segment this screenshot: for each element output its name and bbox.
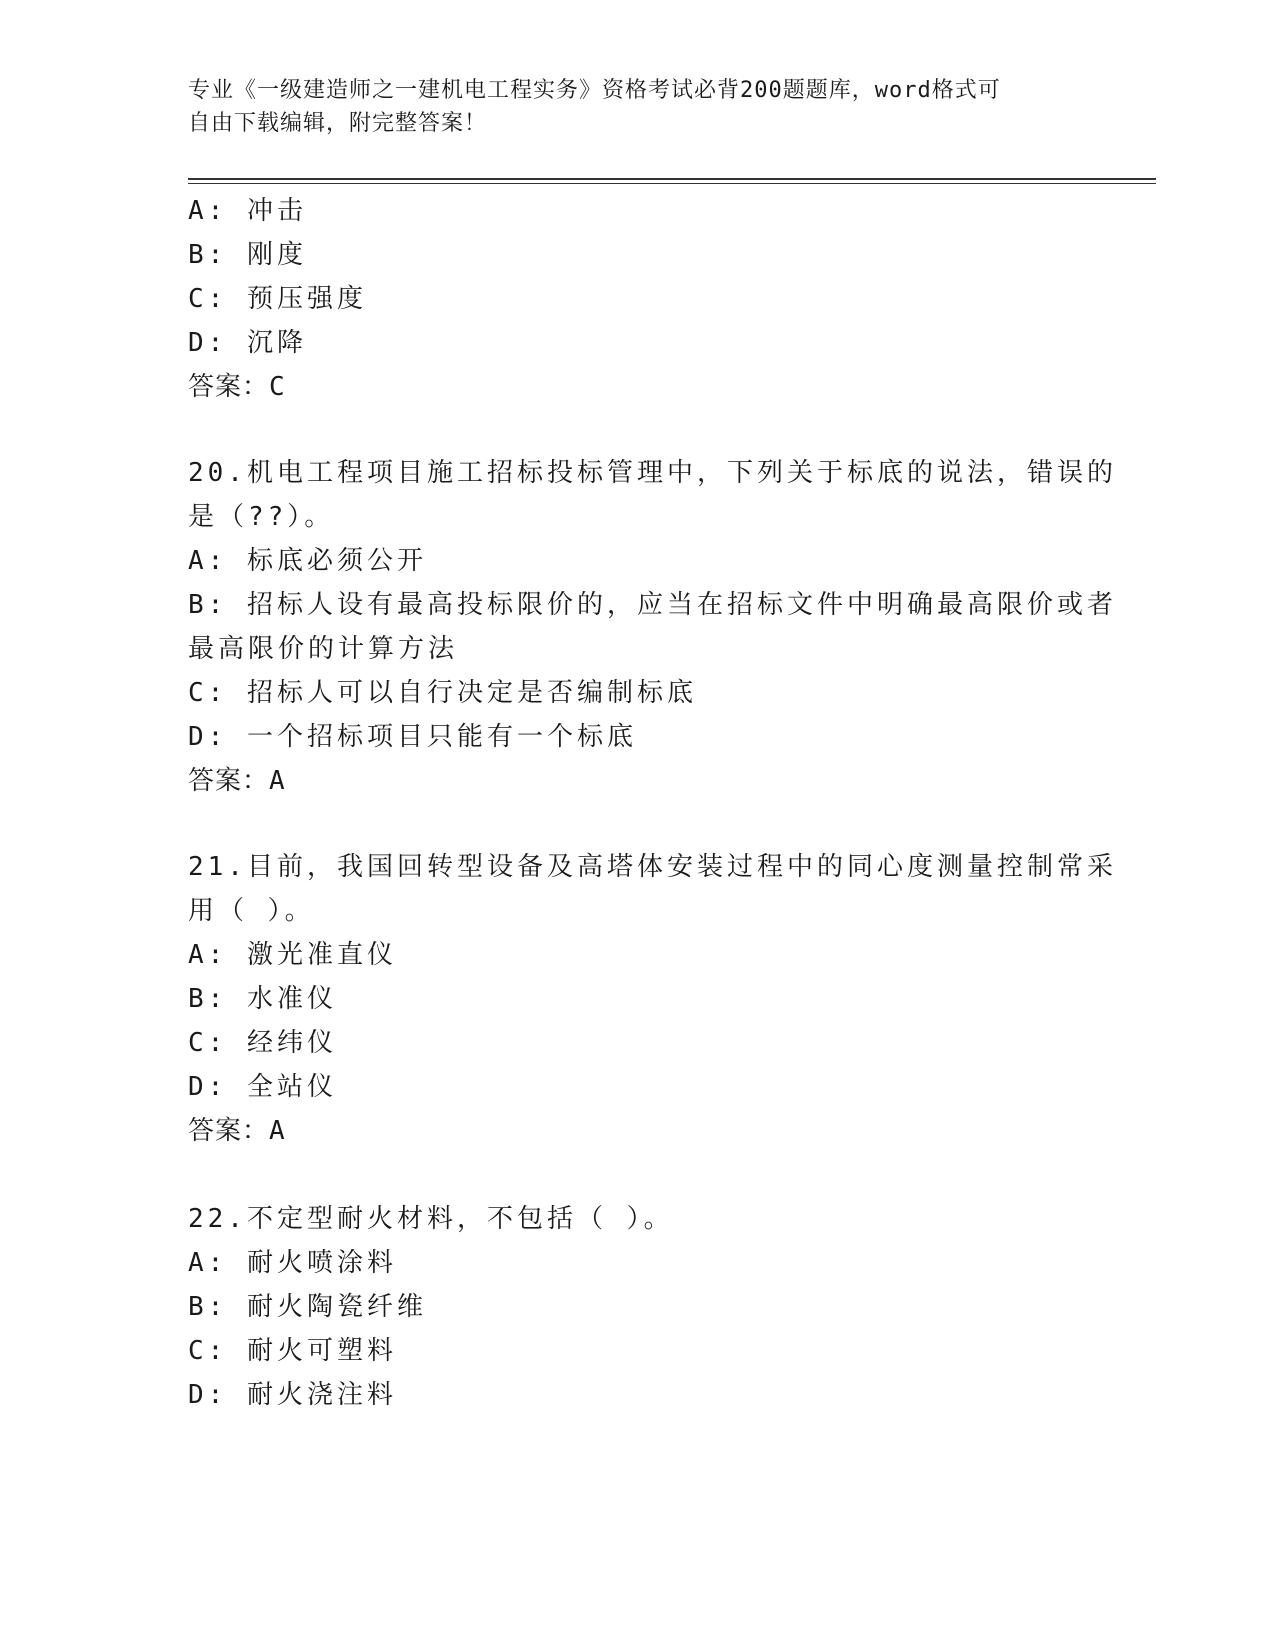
q20-answer: 答案：A: [188, 766, 286, 796]
q20-option-d: D: 一个招标项目只能有一个标底: [188, 722, 637, 752]
q20-option-b-line-2: 最高限价的计算方法: [188, 634, 459, 664]
q19-option-c: C: 预压强度: [188, 284, 367, 314]
q21-option-a: A: 激光准直仪: [188, 940, 397, 970]
page-header: [188, 74, 1088, 140]
q21-stem-line-2: 用（ ）。: [188, 896, 315, 926]
q22-stem-line-1: 22.不定型耐火材料，不包括（ ）。: [188, 1204, 674, 1234]
q21-answer: 答案：A: [188, 1116, 286, 1146]
q19-option-b: B: 刚度: [188, 240, 307, 270]
q22-option-d: D: 耐火浇注料: [188, 1380, 397, 1410]
q21-option-b: B: 水准仪: [188, 984, 337, 1014]
q20-option-b-line-1: B: 招标人设有最高投标限价的，应当在招标文件中明确最高限价或者: [188, 590, 1117, 620]
header-divider-thin: [188, 183, 1156, 184]
q22-option-c: C: 耐火可塑料: [188, 1336, 397, 1366]
header-line-1: 专业《一级建造师之一建机电工程实务》资格考试必背200题题库，word格式可: [188, 78, 1001, 103]
q19-answer: 答案：C: [188, 372, 286, 402]
q20-stem-line-1: 20.机电工程项目施工招标投标管理中，下列关于标底的说法，错误的: [188, 458, 1117, 488]
q20-option-a: A: 标底必须公开: [188, 546, 427, 576]
q19-option-a: A: 冲击: [188, 196, 307, 226]
header-divider-thick: [188, 178, 1156, 180]
q21-stem-line-1: 21.目前，我国回转型设备及高塔体安装过程中的同心度测量控制常采: [188, 852, 1117, 882]
q20-option-c: C: 招标人可以自行决定是否编制标底: [188, 678, 697, 708]
q22-option-a: A: 耐火喷涂料: [188, 1248, 397, 1278]
q21-option-d: D: 全站仪: [188, 1072, 337, 1102]
q22-option-b: B: 耐火陶瓷纤维: [188, 1292, 427, 1322]
q21-option-c: C: 经纬仪: [188, 1028, 337, 1058]
q19-option-d: D: 沉降: [188, 328, 307, 358]
header-line-2: 自由下载编辑，附完整答案！: [188, 111, 488, 136]
q20-stem-line-2: 是（??）。: [188, 502, 335, 532]
